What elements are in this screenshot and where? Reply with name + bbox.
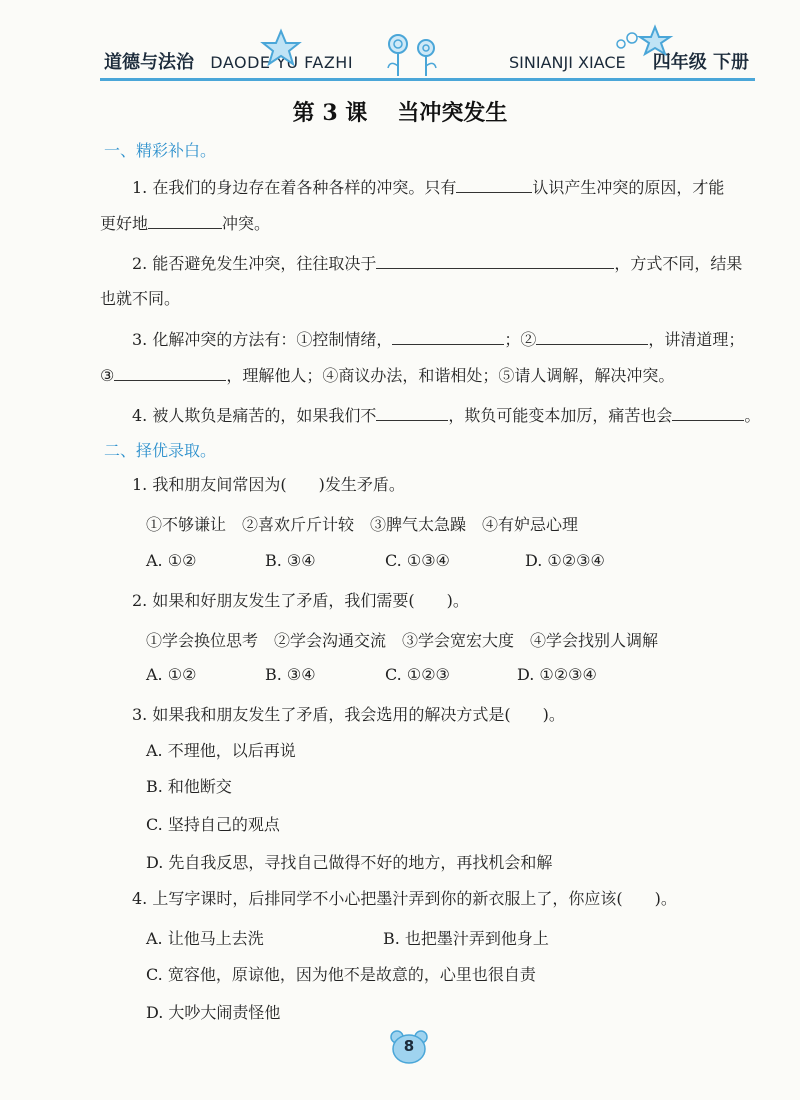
lesson-name: 当冲突发生 [397, 100, 508, 126]
q1-line-1: 1. 在我们的身边存在着各种各样的冲突。只有 认识产生冲突的原因，才能 [132, 178, 725, 197]
mc-q2-option-b[interactable]: B. ③④ [265, 665, 316, 684]
mc-q4: 4. 上写字课时，后排同学不小心把墨汁弄到你的新衣服上了，你应该( )。 [132, 889, 677, 908]
mc-q2-option-c[interactable]: C. ①②③ [385, 665, 450, 684]
mc-q3-option-c[interactable]: C. 坚持自己的观点 [146, 815, 280, 834]
subject-label [104, 48, 353, 74]
mc-q1-items: ①不够谦让 ②喜欢斤斤计较 ③脾气太急躁 ④有妒忌心理 [146, 515, 579, 534]
bubbles-star-icon [615, 24, 675, 60]
subject-en: DAODE YU FAZHI [210, 53, 354, 72]
mc-q2-option-a[interactable]: A. ①② [146, 665, 197, 684]
section-fill-blank-heading: 一、精彩补白。 [104, 141, 217, 160]
mc-q2-items: ①学会换位思考 ②学会沟通交流 ③学会宽宏大度 ④学会找别人调解 [146, 631, 659, 650]
mc-q4-option-d[interactable]: D. 大吵大闹责怪他 [146, 1003, 281, 1022]
flowers-icon [384, 32, 444, 78]
mc-q3: 3. 如果我和朋友发生了矛盾，我会选用的解决方式是( )。 [132, 705, 565, 724]
section-multiple-choice-heading: 二、择优录取。 [104, 441, 217, 460]
q1-line-2: 更好地 冲突。 [100, 214, 271, 233]
subject-cn: 道德与法治 [104, 52, 194, 73]
q4-blank-1[interactable] [376, 404, 448, 421]
grade-cn: 四年级 下册 [652, 52, 749, 73]
q4-blank-2[interactable] [672, 404, 744, 421]
lesson-number: 第 3 课 [292, 100, 368, 126]
mc-q2: 2. 如果和好朋友发生了矛盾，我们需要( )。 [132, 591, 469, 610]
q3-line-2: ③ ，理解他人；④商议办法，和谐相处；⑤请人调解，解决冲突。 [100, 366, 675, 385]
q3-blank-2[interactable] [536, 328, 648, 345]
mc-q1-option-a[interactable]: A. ①② [146, 551, 197, 570]
mc-q1-option-b[interactable]: B. ③④ [265, 551, 316, 570]
q2-blank-1[interactable] [376, 252, 614, 269]
q3-blank-1[interactable] [392, 328, 504, 345]
mc-q1-option-c[interactable]: C. ①③④ [385, 551, 450, 570]
mc-q3-option-a[interactable]: A. 不理他，以后再说 [146, 741, 296, 760]
mc-q3-option-d[interactable]: D. 先自我反思，寻找自己做得不好的地方，再找机会和解 [146, 853, 553, 872]
star-icon [258, 28, 304, 68]
mc-q1: 1. 我和朋友间常因为( )发生矛盾。 [132, 475, 405, 494]
q3-blank-3[interactable] [114, 364, 226, 381]
mc-q4-option-b[interactable]: B. 也把墨汁弄到他身上 [383, 929, 549, 948]
mc-q2-option-d[interactable]: D. ①②③④ [517, 665, 597, 684]
q3-line-1: 3. 化解冲突的方法有：①控制情绪， ；② ，讲清道理； [132, 330, 745, 349]
mc-q3-option-b[interactable]: B. 和他断交 [146, 777, 232, 796]
header-rule [100, 78, 755, 81]
mc-q1-option-d[interactable]: D. ①②③④ [525, 551, 605, 570]
q1-blank-2[interactable] [148, 212, 222, 229]
q1-blank-1[interactable] [456, 176, 532, 193]
mc-q4-option-a[interactable]: A. 让他马上去洗 [146, 929, 264, 948]
lesson-title [0, 96, 800, 127]
grade-en: SINIANJI XIACE [509, 53, 626, 72]
mc-q4-option-c[interactable]: C. 宽容他，原谅他，因为他不是故意的，心里也很自责 [146, 965, 536, 984]
q2-line-2: 也就不同。 [100, 289, 181, 308]
page-number: 8 [403, 1037, 415, 1055]
q2-line-1: 2. 能否避免发生冲突，往往取决于 ，方式不同，结果 [132, 254, 743, 273]
page-number-badge [390, 1030, 428, 1064]
q4-line-1: 4. 被人欺负是痛苦的，如果我们不 ，欺负可能变本加厉，痛苦也会 。 [132, 406, 761, 425]
